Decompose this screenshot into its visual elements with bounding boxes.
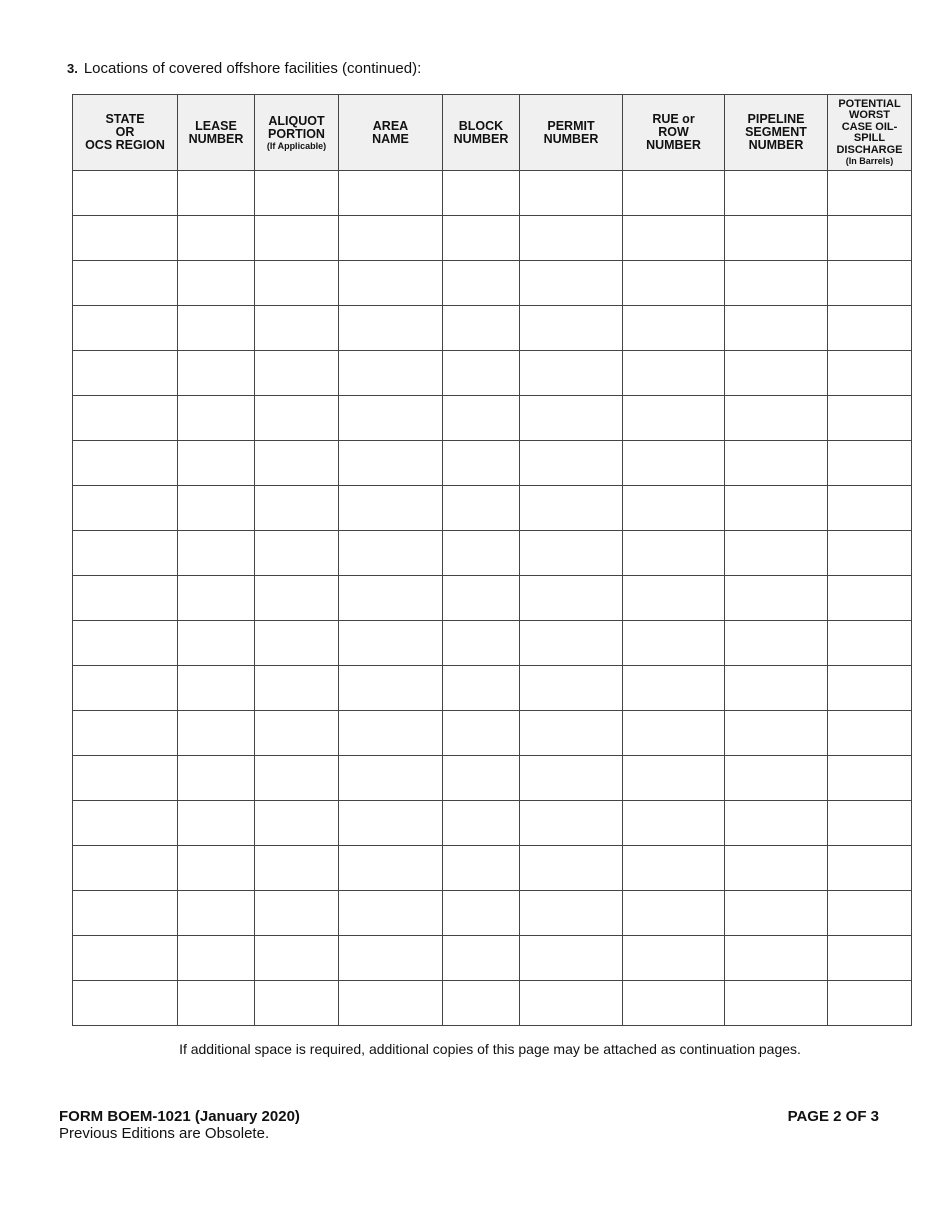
cell-aliquot-portion[interactable] — [255, 306, 339, 351]
cell-pipeline-segment-number[interactable] — [725, 936, 828, 981]
col-header-worst-case-discharge: POTENTIAL WORST CASE OIL- SPILL DISCHARGE (In Barrels) — [828, 95, 912, 171]
cell-worst-case-discharge[interactable] — [828, 441, 912, 486]
cell-state-or-ocs-region[interactable] — [73, 666, 178, 711]
cell-pipeline-segment-number[interactable] — [725, 351, 828, 396]
table-row — [73, 351, 912, 396]
cell-lease-number[interactable] — [178, 891, 255, 936]
cell-aliquot-portion[interactable] — [255, 621, 339, 666]
cell-state-or-ocs-region[interactable] — [73, 576, 178, 621]
cell-permit-number[interactable] — [520, 351, 623, 396]
cell-pipeline-segment-number[interactable] — [725, 486, 828, 531]
cell-permit-number[interactable] — [520, 666, 623, 711]
cell-aliquot-portion[interactable] — [255, 756, 339, 801]
table-body — [73, 171, 912, 1026]
table-row — [73, 216, 912, 261]
cell-block-number[interactable] — [443, 171, 520, 216]
cell-permit-number[interactable] — [520, 846, 623, 891]
section-heading — [67, 60, 421, 78]
cell-worst-case-discharge[interactable] — [828, 261, 912, 306]
cell-permit-number[interactable] — [520, 171, 623, 216]
cell-permit-number[interactable] — [520, 576, 623, 621]
table-row — [73, 891, 912, 936]
cell-lease-number[interactable] — [178, 576, 255, 621]
cell-worst-case-discharge[interactable] — [828, 981, 912, 1026]
cell-lease-number[interactable] — [178, 486, 255, 531]
table-row — [73, 396, 912, 441]
cell-lease-number[interactable] — [178, 351, 255, 396]
cell-aliquot-portion[interactable] — [255, 531, 339, 576]
cell-lease-number[interactable] — [178, 666, 255, 711]
table-row — [73, 936, 912, 981]
cell-rue-or-row-number[interactable] — [623, 171, 725, 216]
obsolete-note: Previous Editions are Obsolete. — [59, 1125, 270, 1142]
cell-pipeline-segment-number[interactable] — [725, 621, 828, 666]
cell-area-name[interactable] — [339, 756, 443, 801]
cell-rue-or-row-number[interactable] — [623, 711, 725, 756]
cell-pipeline-segment-number[interactable] — [725, 711, 828, 756]
cell-worst-case-discharge[interactable] — [828, 216, 912, 261]
cell-lease-number[interactable] — [178, 216, 255, 261]
table-row — [73, 711, 912, 756]
cell-rue-or-row-number[interactable] — [623, 216, 725, 261]
cell-area-name[interactable] — [339, 711, 443, 756]
cell-permit-number[interactable] — [520, 396, 623, 441]
cell-lease-number[interactable] — [178, 801, 255, 846]
cell-area-name[interactable] — [339, 306, 443, 351]
cell-pipeline-segment-number[interactable] — [725, 846, 828, 891]
cell-area-name[interactable] — [339, 531, 443, 576]
cell-block-number[interactable] — [443, 486, 520, 531]
table-row — [73, 441, 912, 486]
cell-worst-case-discharge[interactable] — [828, 891, 912, 936]
cell-aliquot-portion[interactable] — [255, 261, 339, 306]
cell-worst-case-discharge[interactable] — [828, 396, 912, 441]
cell-worst-case-discharge[interactable] — [828, 711, 912, 756]
cell-rue-or-row-number[interactable] — [623, 306, 725, 351]
cell-pipeline-segment-number[interactable] — [725, 306, 828, 351]
cell-lease-number[interactable] — [178, 171, 255, 216]
cell-pipeline-segment-number[interactable] — [725, 396, 828, 441]
cell-rue-or-row-number[interactable] — [623, 576, 725, 621]
cell-rue-or-row-number[interactable] — [623, 441, 725, 486]
cell-rue-or-row-number[interactable] — [623, 666, 725, 711]
cell-area-name[interactable] — [339, 801, 443, 846]
cell-lease-number[interactable] — [178, 846, 255, 891]
cell-area-name[interactable] — [339, 261, 443, 306]
cell-block-number[interactable] — [443, 936, 520, 981]
cell-aliquot-portion[interactable] — [255, 801, 339, 846]
cell-lease-number[interactable] — [178, 306, 255, 351]
cell-rue-or-row-number[interactable] — [623, 756, 725, 801]
cell-block-number[interactable] — [443, 981, 520, 1026]
cell-lease-number[interactable] — [178, 531, 255, 576]
cell-block-number[interactable] — [443, 711, 520, 756]
cell-worst-case-discharge[interactable] — [828, 531, 912, 576]
cell-worst-case-discharge[interactable] — [828, 801, 912, 846]
cell-area-name[interactable] — [339, 396, 443, 441]
col-header-block-number: BLOCK NUMBER — [443, 95, 520, 171]
table-header-row — [73, 95, 912, 171]
cell-state-or-ocs-region[interactable] — [73, 846, 178, 891]
cell-state-or-ocs-region[interactable] — [73, 621, 178, 666]
cell-worst-case-discharge[interactable] — [828, 666, 912, 711]
cell-area-name[interactable] — [339, 981, 443, 1026]
cell-worst-case-discharge[interactable] — [828, 486, 912, 531]
cell-aliquot-portion[interactable] — [255, 351, 339, 396]
cell-permit-number[interactable] — [520, 486, 623, 531]
cell-block-number[interactable] — [443, 801, 520, 846]
table-row — [73, 621, 912, 666]
cell-pipeline-segment-number[interactable] — [725, 216, 828, 261]
cell-area-name[interactable] — [339, 486, 443, 531]
col-header-lease-number: LEASE NUMBER — [178, 95, 255, 171]
cell-permit-number[interactable] — [520, 711, 623, 756]
cell-block-number[interactable] — [443, 891, 520, 936]
table-row — [73, 666, 912, 711]
cell-block-number[interactable] — [443, 576, 520, 621]
cell-rue-or-row-number[interactable] — [623, 801, 725, 846]
cell-block-number[interactable] — [443, 396, 520, 441]
cell-state-or-ocs-region[interactable] — [73, 486, 178, 531]
section-number: 3. — [67, 61, 78, 76]
table-row — [73, 171, 912, 216]
cell-area-name[interactable] — [339, 936, 443, 981]
cell-rue-or-row-number[interactable] — [623, 396, 725, 441]
table-row — [73, 756, 912, 801]
cell-block-number[interactable] — [443, 756, 520, 801]
cell-block-number[interactable] — [443, 621, 520, 666]
cell-pipeline-segment-number[interactable] — [725, 666, 828, 711]
cell-state-or-ocs-region[interactable] — [73, 306, 178, 351]
cell-lease-number[interactable] — [178, 261, 255, 306]
cell-pipeline-segment-number[interactable] — [725, 981, 828, 1026]
cell-state-or-ocs-region[interactable] — [73, 216, 178, 261]
cell-permit-number[interactable] — [520, 531, 623, 576]
cell-state-or-ocs-region[interactable] — [73, 891, 178, 936]
cell-worst-case-discharge[interactable] — [828, 846, 912, 891]
col-header-state-or-ocs-region: STATE OR OCS REGION — [73, 95, 178, 171]
cell-worst-case-discharge[interactable] — [828, 351, 912, 396]
cell-permit-number[interactable] — [520, 306, 623, 351]
cell-block-number[interactable] — [443, 441, 520, 486]
cell-state-or-ocs-region[interactable] — [73, 531, 178, 576]
cell-rue-or-row-number[interactable] — [623, 531, 725, 576]
cell-area-name[interactable] — [339, 441, 443, 486]
cell-pipeline-segment-number[interactable] — [725, 531, 828, 576]
cell-aliquot-portion[interactable] — [255, 981, 339, 1026]
facility-locations-table — [72, 94, 912, 1026]
col-header-area-name: AREA NAME — [339, 95, 443, 171]
cell-worst-case-discharge[interactable] — [828, 936, 912, 981]
cell-area-name[interactable] — [339, 216, 443, 261]
cell-worst-case-discharge[interactable] — [828, 171, 912, 216]
cell-permit-number[interactable] — [520, 801, 623, 846]
cell-lease-number[interactable] — [178, 441, 255, 486]
col-header-rue-or-row-number: RUE or ROW NUMBER — [623, 95, 725, 171]
cell-rue-or-row-number[interactable] — [623, 351, 725, 396]
cell-state-or-ocs-region[interactable] — [73, 441, 178, 486]
page-number: PAGE 2 OF 3 — [787, 1108, 879, 1125]
table-row — [73, 981, 912, 1026]
cell-aliquot-portion[interactable] — [255, 936, 339, 981]
table-row — [73, 576, 912, 621]
cell-rue-or-row-number[interactable] — [623, 981, 725, 1026]
cell-permit-number[interactable] — [520, 756, 623, 801]
cell-rue-or-row-number[interactable] — [623, 621, 725, 666]
cell-block-number[interactable] — [443, 666, 520, 711]
cell-area-name[interactable] — [339, 621, 443, 666]
cell-pipeline-segment-number[interactable] — [725, 576, 828, 621]
cell-worst-case-discharge[interactable] — [828, 756, 912, 801]
cell-worst-case-discharge[interactable] — [828, 576, 912, 621]
cell-state-or-ocs-region[interactable] — [73, 171, 178, 216]
cell-block-number[interactable] — [443, 261, 520, 306]
cell-worst-case-discharge[interactable] — [828, 621, 912, 666]
cell-permit-number[interactable] — [520, 441, 623, 486]
cell-area-name[interactable] — [339, 891, 443, 936]
table-row — [73, 486, 912, 531]
cell-aliquot-portion[interactable] — [255, 441, 339, 486]
cell-permit-number[interactable] — [520, 891, 623, 936]
cell-aliquot-portion[interactable] — [255, 711, 339, 756]
table-row — [73, 531, 912, 576]
cell-block-number[interactable] — [443, 306, 520, 351]
cell-rue-or-row-number[interactable] — [623, 846, 725, 891]
col-header-permit-number: PERMIT NUMBER — [520, 95, 623, 171]
cell-block-number[interactable] — [443, 846, 520, 891]
continuation-note: If additional space is required, additional copies of this page may be attached as continuation pages. — [179, 1041, 801, 1057]
cell-permit-number[interactable] — [520, 936, 623, 981]
cell-pipeline-segment-number[interactable] — [725, 756, 828, 801]
cell-area-name[interactable] — [339, 666, 443, 711]
cell-block-number[interactable] — [443, 216, 520, 261]
cell-lease-number[interactable] — [178, 621, 255, 666]
cell-permit-number[interactable] — [520, 216, 623, 261]
cell-pipeline-segment-number[interactable] — [725, 261, 828, 306]
cell-aliquot-portion[interactable] — [255, 171, 339, 216]
cell-state-or-ocs-region[interactable] — [73, 936, 178, 981]
cell-aliquot-portion[interactable] — [255, 666, 339, 711]
cell-pipeline-segment-number[interactable] — [725, 171, 828, 216]
cell-lease-number[interactable] — [178, 396, 255, 441]
cell-rue-or-row-number[interactable] — [623, 891, 725, 936]
cell-rue-or-row-number[interactable] — [623, 261, 725, 306]
cell-pipeline-segment-number[interactable] — [725, 801, 828, 846]
table-row — [73, 801, 912, 846]
cell-pipeline-segment-number[interactable] — [725, 891, 828, 936]
cell-rue-or-row-number[interactable] — [623, 486, 725, 531]
cell-area-name[interactable] — [339, 846, 443, 891]
col-header-aliquot-portion: ALIQUOT PORTION (If Applicable) — [255, 95, 339, 171]
cell-aliquot-portion[interactable] — [255, 891, 339, 936]
cell-lease-number[interactable] — [178, 936, 255, 981]
cell-state-or-ocs-region[interactable] — [73, 981, 178, 1026]
cell-aliquot-portion[interactable] — [255, 216, 339, 261]
cell-lease-number[interactable] — [178, 711, 255, 756]
col-header-pipeline-segment-number: PIPELINE SEGMENT NUMBER — [725, 95, 828, 171]
cell-state-or-ocs-region[interactable] — [73, 801, 178, 846]
cell-lease-number[interactable] — [178, 756, 255, 801]
section-title: Locations of covered offshore facilities (continued): — [83, 60, 422, 77]
form-id: FORM BOEM-1021 (January 2020) — [59, 1108, 300, 1125]
cell-aliquot-portion[interactable] — [255, 396, 339, 441]
cell-worst-case-discharge[interactable] — [828, 306, 912, 351]
cell-aliquot-portion[interactable] — [255, 486, 339, 531]
cell-rue-or-row-number[interactable] — [623, 936, 725, 981]
cell-state-or-ocs-region[interactable] — [73, 396, 178, 441]
table-row — [73, 306, 912, 351]
cell-state-or-ocs-region[interactable] — [73, 711, 178, 756]
cell-aliquot-portion[interactable] — [255, 846, 339, 891]
cell-lease-number[interactable] — [178, 981, 255, 1026]
cell-state-or-ocs-region[interactable] — [73, 351, 178, 396]
table-row — [73, 261, 912, 306]
cell-permit-number[interactable] — [520, 621, 623, 666]
cell-state-or-ocs-region[interactable] — [73, 261, 178, 306]
cell-area-name[interactable] — [339, 576, 443, 621]
cell-area-name[interactable] — [339, 351, 443, 396]
cell-aliquot-portion[interactable] — [255, 576, 339, 621]
cell-pipeline-segment-number[interactable] — [725, 441, 828, 486]
cell-permit-number[interactable] — [520, 261, 623, 306]
cell-block-number[interactable] — [443, 531, 520, 576]
table-row — [73, 846, 912, 891]
cell-permit-number[interactable] — [520, 981, 623, 1026]
cell-block-number[interactable] — [443, 351, 520, 396]
cell-area-name[interactable] — [339, 171, 443, 216]
cell-state-or-ocs-region[interactable] — [73, 756, 178, 801]
